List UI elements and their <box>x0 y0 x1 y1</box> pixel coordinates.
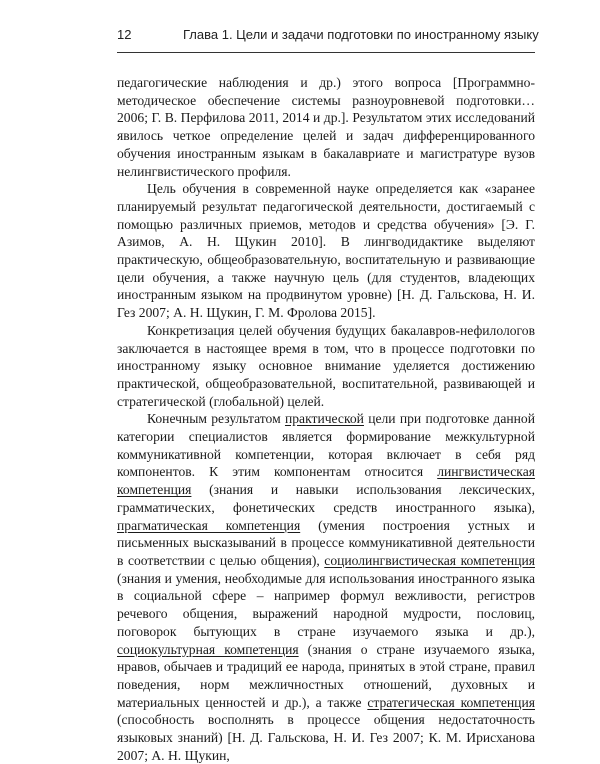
paragraph-4 <box>117 410 535 764</box>
term-sociocultural-competence: социокультурная компетенция <box>117 641 299 657</box>
header-rule <box>117 52 535 53</box>
paragraph-4-text-3: (знания и навыки использования лексических, грамматических, фонетических средств иностранного языка), <box>117 482 535 515</box>
term-linguistic-competence: лингвистическая компетенция <box>117 464 535 498</box>
term-pragmatic-competence: прагматическая компетенция <box>117 517 301 533</box>
paragraph-4-text-2: цели при подготовке данной категории специалистов является формирование межкультурной коммуникативной компетенции, которая включает в себя ряд компонентов. К этим компонентам относится <box>117 411 535 480</box>
term-strategic-competence: стратегическая компетенция <box>367 694 535 710</box>
paragraph-4-text-1: Конечным результатом <box>147 411 285 427</box>
paragraph-4-text-4: (умения построения устных и письменных высказываний в процессе коммуникативной деятельности в соответствии с целью общения), <box>117 517 535 568</box>
paragraph-4-text-5: (знания и умения, необходимые для использования иностранного языка в социальной сфере – например формул вежливости, регистров речевого общения, выражений народной мудрости, пословиц, поговорок бытующих в стране изучаемого языка и др.), <box>117 570 535 639</box>
paragraph-2-text: Цель обучения в современной науке определяется как «заранее планируемый результат педагогической деятельности, достигаемый с помощью различных приемов, методов и средства обучения» [Э. Г. Азимов, А. Н. Щукин 2010]. В лингводидактике выделяют практическую, общеобразовательную, воспитательную и развивающие цели обучения, а также научную цель (для студентов, владеющих иностранным языком на продвинутом уровне) [Н. Д. Гальскова, Н. И. Гез 2007; А. Н. Щукин, Г. М. Фролова 2015]. <box>117 181 535 321</box>
paragraph-4-text-7: (способность восполнять в процессе общения недостаточность языковых знаний) [Н. Д. Гальскова, Н. И. Гез 2007; К. М. Ирисханова 2007; А. Н. Щукин, <box>117 712 535 763</box>
page-number: 12 <box>117 27 132 42</box>
paragraph-2 <box>117 180 535 322</box>
paragraph-1 <box>117 74 535 180</box>
term-sociolinguistic-competence: социолингвистическая компетенция <box>324 552 535 568</box>
running-head <box>117 27 539 45</box>
chapter-title: Глава 1. Цели и задачи подготовки по иностранному языку <box>183 27 539 42</box>
paragraph-4-text-6: (знания о стране изучаемого языка, нравов, обычаев и традиций ее народа, принятых в этой стране, правил поведения, норм межличностных отношений, духовных и материальных ценностей и др.), а также <box>117 641 535 710</box>
body-text <box>117 74 535 764</box>
term-practical: практической <box>284 411 364 427</box>
paragraph-3-text: Конкретизация целей обучения будущих бакалавров-нефилологов заключается в настоящее время в том, что в процессе подготовки по иностранному языку основное внимание уделяется достижению практической, общеобразовательной, воспитательной, развивающей и стратегической (глобальной) целей. <box>117 322 535 409</box>
paragraph-1-text: педагогические наблюдения и др.) этого вопроса [Программно-методическое обеспечение системы разноуровневой подготовки… 2006; Г. В. Перфилова 2011, 2014 и др.]. Результатом этих исследований явилось четкое определение целей и задач дифференцированного обучения иностранным языкам в бакалавриате и магистратуре вузов нелингвистического профиля. <box>117 75 535 179</box>
paragraph-3 <box>117 322 535 411</box>
